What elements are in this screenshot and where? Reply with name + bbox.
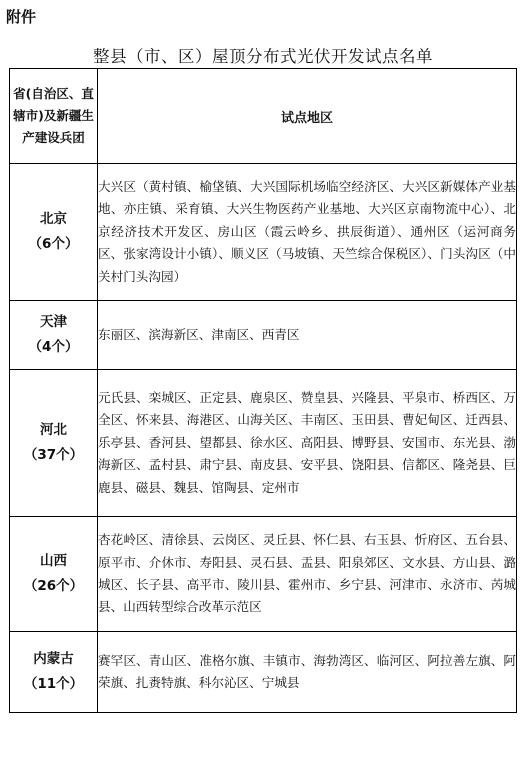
province-cell xyxy=(10,301,98,370)
pilot-list-table xyxy=(9,68,517,713)
province-count: （6个） xyxy=(28,236,79,252)
table-row xyxy=(10,370,517,517)
pilot-areas: 杏花岭区、清徐县、云岗区、灵丘县、怀仁县、右玉县、忻府区、五台县、原平市、介休市、寿阳县、灵石县、盂县、阳泉郊区、文水县、方山县、潞城区、长子县、高平市、陵川县、霍州市、乡宁县、河津市、永济市、芮城县、山西转型综合改革示范区 xyxy=(98,517,517,632)
pilot-areas: 东丽区、滨海新区、津南区、西青区 xyxy=(98,301,517,370)
province-cell xyxy=(10,632,98,713)
province-name: 北京 xyxy=(40,211,67,227)
province-name: 内蒙古 xyxy=(33,651,74,667)
table-row xyxy=(10,301,517,370)
table-row xyxy=(10,164,517,301)
province-cell xyxy=(10,517,98,632)
pilot-areas: 大兴区（黄村镇、榆垡镇、大兴国际机场临空经济区、大兴区新媒体产业基地、亦庄镇、采育镇、大兴生物医药产业基地、大兴区京南物流中心）、北京经济技术开发区、房山区（霞云岭乡、拱辰街道）、通州区（运河商务区、张家湾设计小镇）、顺义区（马坡镇、天竺综合保税区）、门头沟区（中关村门头沟园） xyxy=(98,164,517,301)
pilot-areas: 赛罕区、青山区、准格尔旗、丰镇市、海勃湾区、临河区、阿拉善左旗、阿荣旗、扎赉特旗、科尔沁区、宁城县 xyxy=(98,632,517,713)
header-area: 试点地区 xyxy=(98,69,517,164)
province-cell xyxy=(10,164,98,301)
province-name: 山西 xyxy=(40,553,67,569)
table-header-row xyxy=(10,69,517,164)
table-row xyxy=(10,517,517,632)
province-count: （37个） xyxy=(23,447,84,463)
pilot-areas: 元氏县、栾城区、正定县、鹿泉区、赞皇县、兴隆县、平泉市、桥西区、万全区、怀来县、海港区、山海关区、丰南区、玉田县、曹妃甸区、迁西县、乐亭县、香河县、望都县、徐水区、高阳县、博野县、安国市、东光县、渤海新区、孟村县、肃宁县、南皮县、安平县、饶阳县、信都区、隆尧县、巨鹿县、磁县、魏县、馆陶县、定州市 xyxy=(98,370,517,517)
province-count: （26个） xyxy=(23,578,84,594)
province-name: 天津 xyxy=(40,314,67,330)
table-row xyxy=(10,632,517,713)
province-name: 河北 xyxy=(40,422,67,438)
province-count: （4个） xyxy=(28,339,79,355)
header-province: 省(自治区、直辖市)及新疆生产建设兵团 xyxy=(10,69,98,164)
attachment-label: 附件 xyxy=(6,8,37,26)
document-title: 整县（市、区）屋顶分布式光伏开发试点名单 xyxy=(93,47,433,66)
province-count: （11个） xyxy=(23,676,84,692)
province-cell xyxy=(10,370,98,517)
